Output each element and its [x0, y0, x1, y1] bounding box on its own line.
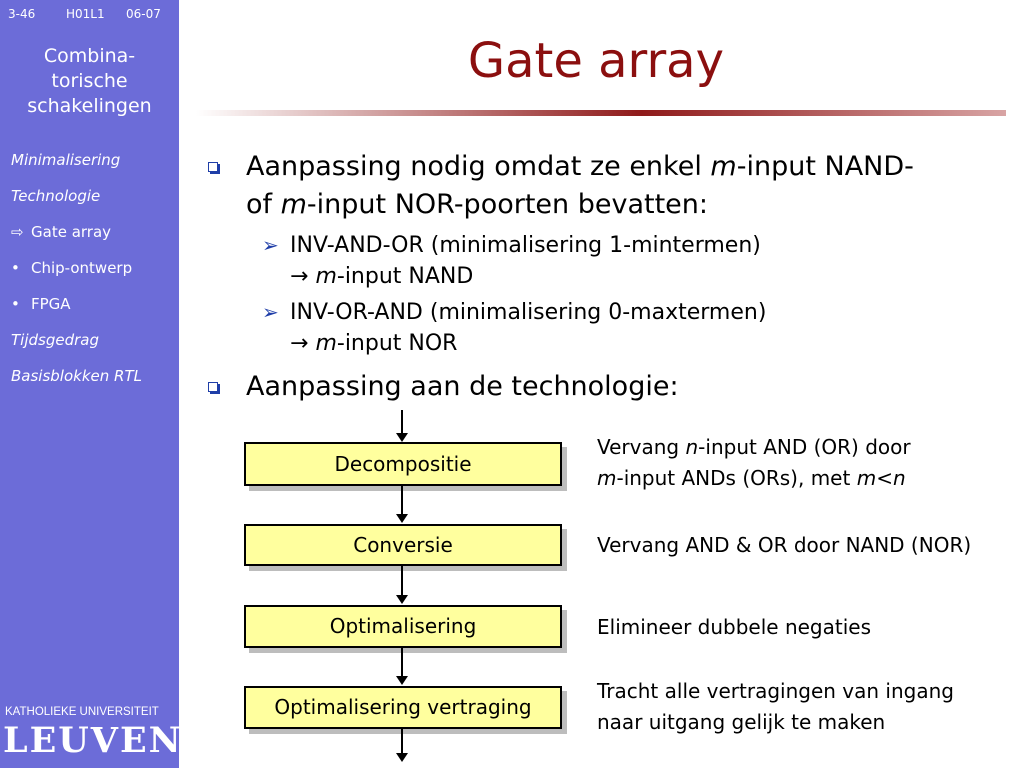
note-conversie: Vervang AND & OR door NAND (NOR) [597, 533, 972, 557]
sidebar-item-fpga[interactable] [11, 294, 142, 330]
note-line: Tracht alle vertragingen van ingang [597, 679, 954, 703]
flow-connector [401, 486, 403, 515]
arrow-bullet-icon: ➢ [262, 300, 279, 324]
sub-bullet-line: → m-input NAND [290, 264, 474, 289]
square-bullet-icon [208, 162, 218, 172]
course-code: H01L1 [66, 7, 105, 21]
flow-step-decompositie: Decompositie [244, 442, 562, 486]
sub-bullet-line: INV-OR-AND (minimalisering 0-maxtermen) [290, 300, 767, 325]
arrow-down-icon [396, 676, 408, 685]
sidebar-item-label: Chip-ontwerp [31, 259, 133, 277]
note-optimalisering: Elimineer dubbele negaties [597, 615, 871, 639]
academic-year: 06-07 [126, 7, 161, 21]
arrow-down-icon [396, 433, 408, 442]
bullet-text-line: Aanpassing nodig omdat ze enkel m-input NAND- [246, 151, 914, 182]
arrow-down-icon [396, 753, 408, 762]
note-line: naar uitgang gelijk te maken [597, 710, 886, 734]
section-title-line: torische [51, 70, 128, 92]
sidebar-item-minimalisering[interactable] [11, 150, 142, 186]
slide-number: 3-46 [8, 7, 36, 21]
university-logo: LEUVEN [3, 720, 183, 761]
sidebar-item-label: Basisblokken RTL [11, 367, 142, 385]
square-bullet-icon [208, 382, 218, 392]
sidebar-item-label: Minimalisering [11, 151, 121, 169]
sidebar [0, 0, 183, 768]
section-title-line: schakelingen [27, 95, 152, 117]
bullet-dot-icon: • [11, 295, 20, 313]
sidebar-item-basisblokken-rtl[interactable] [11, 366, 142, 402]
note-line: m-input ANDs (ORs), met m<n [597, 466, 906, 490]
sidebar-item-chip-ontwerp[interactable] [11, 258, 142, 294]
flow-connector [401, 566, 403, 596]
sidebar-item-tijdsgedrag[interactable] [11, 330, 142, 366]
sidebar-item-label: Gate array [31, 223, 112, 241]
section-title-line: Combina- [43, 45, 136, 67]
current-arrow-icon: ⇨ [11, 223, 24, 241]
title-underline [196, 110, 1006, 116]
sidebar-item-label: Tijdsgedrag [11, 331, 99, 349]
sub-bullet-line: INV-AND-OR (minimalisering 1-mintermen) [290, 233, 761, 258]
bullet-text-line: of m-input NOR-poorten bevatten: [246, 189, 708, 220]
flow-step-conversie: Conversie [244, 524, 562, 566]
sub-bullet-line: → m-input NOR [290, 331, 458, 356]
sidebar-item-label: Technologie [11, 187, 101, 205]
arrow-down-icon [396, 595, 408, 604]
note-decompositie [597, 432, 911, 494]
flow-step-optimalisering: Optimalisering [244, 605, 562, 648]
flow-connector [401, 410, 403, 434]
note-line: Vervang n-input AND (OR) door [597, 435, 911, 459]
bullet-dot-icon: • [11, 259, 20, 277]
section-title [0, 44, 179, 119]
bullet-text-line: Aanpassing aan de technologie: [246, 371, 679, 402]
page-title: Gate array [467, 33, 724, 89]
sidebar-item-gate-array[interactable] [11, 222, 142, 258]
arrow-down-icon [396, 514, 408, 523]
sidebar-item-label: FPGA [31, 295, 71, 313]
university-name: KATHOLIEKE UNIVERSITEIT [5, 706, 159, 718]
note-vertraging [597, 676, 954, 738]
flow-connector [401, 729, 403, 754]
flow-connector [401, 648, 403, 677]
arrow-bullet-icon: ➢ [262, 233, 279, 257]
sidebar-item-technologie[interactable] [11, 186, 142, 222]
sidebar-nav [11, 150, 142, 402]
flow-step-optimalisering-vertraging: Optimalisering vertraging [244, 686, 562, 729]
